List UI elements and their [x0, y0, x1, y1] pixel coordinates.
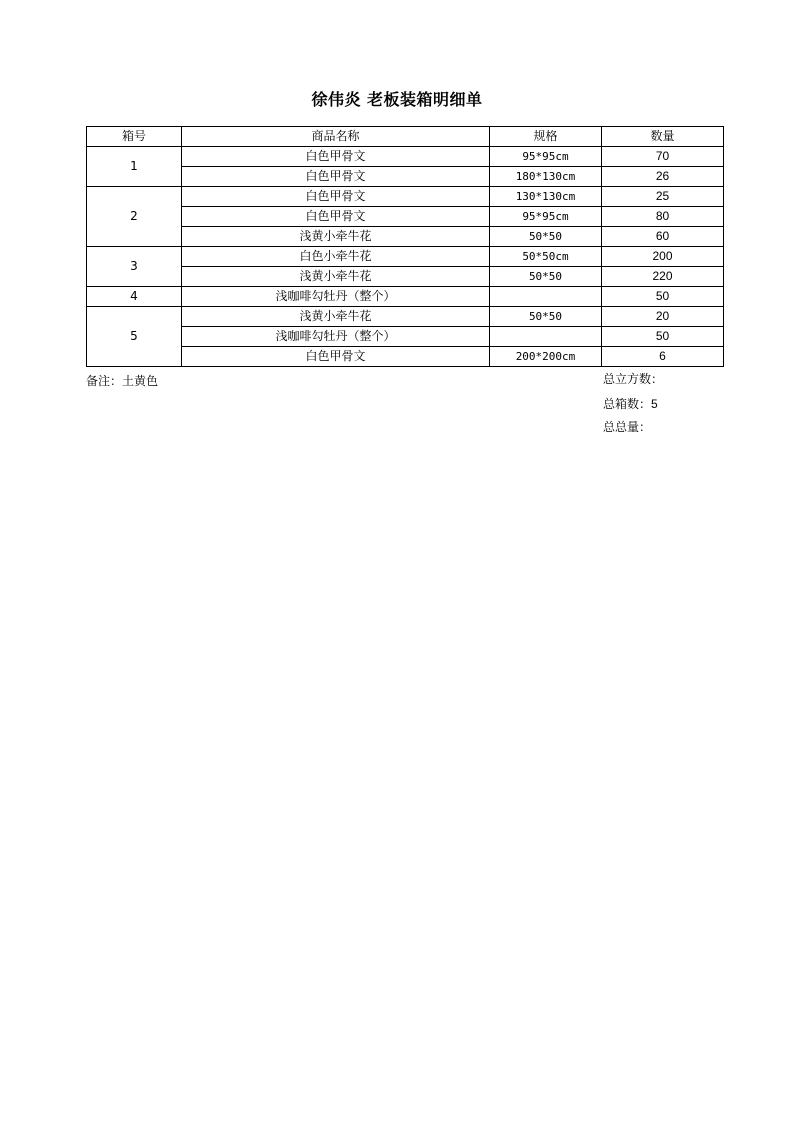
spec-cell: 95*95cm: [490, 147, 602, 167]
spec-cell: 50*50: [490, 227, 602, 247]
box-number-cell: 1: [87, 147, 182, 187]
box-number-cell: 4: [87, 287, 182, 307]
table-row: [87, 287, 724, 307]
total-volume: [603, 370, 663, 387]
total-weight: [603, 418, 651, 435]
table-row: [87, 227, 724, 247]
table-row: [87, 267, 724, 287]
quantity-cell: 20: [602, 307, 724, 327]
product-name-cell: 浅咖啡勾牡丹（整个）: [182, 287, 490, 307]
header-quantity: 数量: [602, 127, 724, 147]
quantity-cell: 80: [602, 207, 724, 227]
total-boxes-label: 总箱数：: [603, 397, 652, 411]
spec-cell: 95*95cm: [490, 207, 602, 227]
table-row: [87, 207, 724, 227]
document-title: 徐伟炎 老板装箱明细单: [311, 90, 483, 109]
packing-list-table: [86, 126, 724, 367]
product-name-cell: 浅黄小牵牛花: [182, 267, 490, 287]
remark-note: 备注：土黄色: [86, 374, 159, 388]
table-row: [87, 307, 724, 327]
table-row: [87, 187, 724, 207]
quantity-cell: 26: [602, 167, 724, 187]
box-number-cell: 2: [87, 187, 182, 247]
quantity-cell: 50: [602, 287, 724, 307]
product-name-cell: 白色甲骨文: [182, 147, 490, 167]
table-row: [87, 167, 724, 187]
product-name-cell: 白色甲骨文: [182, 207, 490, 227]
product-name-cell: 浅咖啡勾牡丹（整个）: [182, 327, 490, 347]
header-box-number: 箱号: [87, 127, 182, 147]
box-number-cell: 3: [87, 247, 182, 287]
spec-cell: 200*200cm: [490, 347, 602, 367]
spec-cell: 50*50: [490, 307, 602, 327]
quantity-cell: 25: [602, 187, 724, 207]
table-row: [87, 327, 724, 347]
box-number-cell: 5: [87, 307, 182, 367]
quantity-cell: 50: [602, 327, 724, 347]
header-product-name: 商品名称: [182, 127, 490, 147]
total-weight-label: 总总量：: [603, 420, 652, 434]
quantity-cell: 6: [602, 347, 724, 367]
total-boxes-value: 5: [651, 397, 658, 411]
table-header-row: [87, 127, 724, 147]
quantity-cell: 70: [602, 147, 724, 167]
quantity-cell: 60: [602, 227, 724, 247]
spec-cell: [490, 327, 602, 347]
table-row: [87, 147, 724, 167]
product-name-cell: 浅黄小牵牛花: [182, 227, 490, 247]
table-row: [87, 247, 724, 267]
header-spec: 规格: [490, 127, 602, 147]
spec-cell: 180*130cm: [490, 167, 602, 187]
product-name-cell: 白色甲骨文: [182, 167, 490, 187]
product-name-cell: 白色小牵牛花: [182, 247, 490, 267]
spec-cell: [490, 287, 602, 307]
quantity-cell: 200: [602, 247, 724, 267]
total-volume-label: 总立方数：: [603, 372, 664, 386]
spec-cell: 130*130cm: [490, 187, 602, 207]
spec-cell: 50*50: [490, 267, 602, 287]
total-boxes: [603, 395, 658, 412]
product-name-cell: 白色甲骨文: [182, 347, 490, 367]
quantity-cell: 220: [602, 267, 724, 287]
spec-cell: 50*50cm: [490, 247, 602, 267]
product-name-cell: 浅黄小牵牛花: [182, 307, 490, 327]
table-row: [87, 347, 724, 367]
product-name-cell: 白色甲骨文: [182, 187, 490, 207]
